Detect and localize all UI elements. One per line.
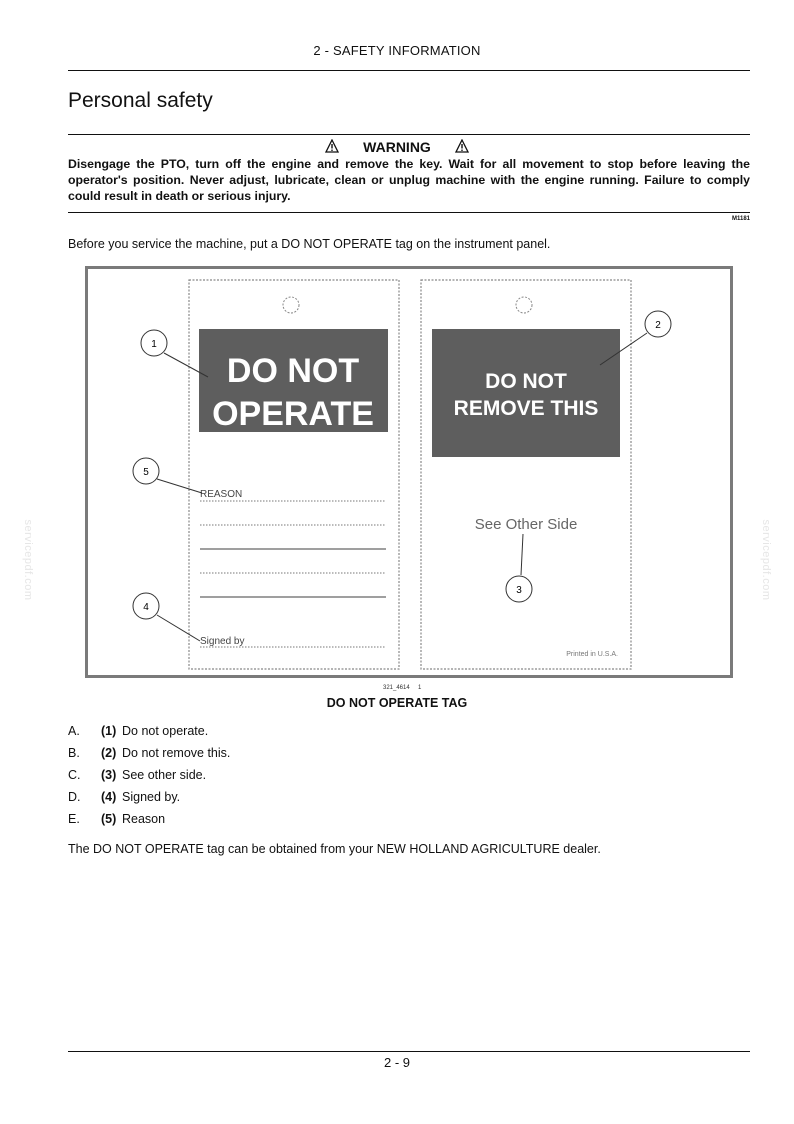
legend-number: (1): [101, 724, 117, 738]
section-header: 2 - SAFETY INFORMATION: [313, 43, 481, 58]
header-rule: [68, 70, 750, 71]
warning-top-rule: [68, 134, 750, 135]
legend-description: Signed by.: [122, 790, 181, 804]
reason-label: REASON: [200, 489, 243, 500]
callout-number: 3: [516, 585, 522, 596]
legend-number: (2): [101, 746, 117, 760]
figure-code-id: 321_4614: [383, 685, 410, 691]
printed-in-label: Printed in U.S.A.: [566, 651, 618, 658]
legend-letter: D.: [68, 790, 81, 804]
warning-text: Disengage the PTO, turn off the engine and remove the key. Wait for all movement to stop before leaving the operator's position. Never adjust, lubricate, clean or unplug machine with the engine running. Failure to comply could result in death or serious injury.: [68, 157, 750, 203]
warning-heading: [0, 139, 794, 155]
warning-bottom-rule: [68, 212, 750, 213]
callout-number: 1: [151, 339, 157, 350]
legend-letter: A.: [68, 724, 80, 738]
figure-caption: DO NOT OPERATE TAG: [326, 696, 468, 710]
warning-triangle-icon: [325, 139, 339, 153]
warning-code: M1181: [731, 216, 750, 222]
legend-description: Do not operate.: [122, 724, 209, 738]
legend-number: (4): [101, 790, 117, 804]
legend-letter: E.: [68, 812, 80, 826]
tag-illustration: [85, 266, 733, 678]
closing-text: The DO NOT OPERATE tag can be obtained from your NEW HOLLAND AGRICULTURE dealer.: [68, 842, 601, 856]
watermark-text: servicepdf.com: [760, 519, 772, 601]
callout-number: 2: [655, 320, 661, 331]
legend-description: See other side.: [122, 768, 207, 782]
signed-by-label: Signed by: [200, 636, 245, 647]
legend-number: (5): [101, 812, 117, 826]
legend-description: Reason: [122, 812, 166, 826]
warning-triangle-icon: [455, 139, 469, 153]
back-banner-line1: DO NOT: [485, 370, 567, 393]
watermark-text: servicepdf.com: [22, 519, 34, 601]
legend-letter: C.: [68, 768, 81, 782]
figure-code: [383, 685, 421, 691]
tag-drawing: [88, 269, 730, 675]
legend-number: (3): [101, 768, 117, 782]
callout-number: 5: [143, 467, 149, 478]
warning-label: WARNING: [363, 139, 431, 155]
back-tag-banner: [432, 329, 620, 457]
callout-number: 4: [143, 602, 149, 613]
front-banner-line1: DO NOT: [226, 352, 360, 390]
see-other-side-label: See Other Side: [474, 516, 578, 533]
footer-rule: [68, 1051, 750, 1052]
page-number: 2 - 9: [383, 1055, 410, 1070]
figure-code-number: 1: [418, 685, 422, 691]
intro-text: Before you service the machine, put a DO NOT OPERATE tag on the instrument panel.: [68, 237, 551, 251]
legend-letter: B.: [68, 746, 80, 760]
front-banner-line2: OPERATE: [212, 395, 374, 433]
page-title: Personal safety: [68, 89, 213, 112]
back-banner-line2: REMOVE THIS: [453, 397, 599, 420]
legend-description: Do not remove this.: [122, 746, 231, 760]
